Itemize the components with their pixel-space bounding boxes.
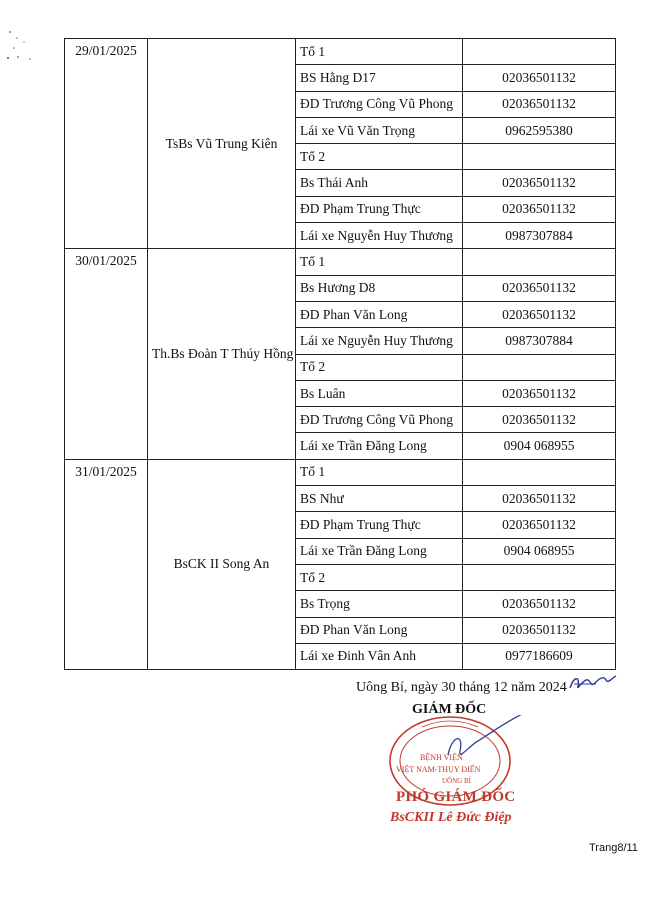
staff-phone (463, 564, 616, 590)
duty-schedule-table (64, 38, 616, 670)
staff-member: Tổ 1 (296, 39, 463, 65)
staff-phone: 02036501132 (463, 301, 616, 327)
staff-member: ĐD Phạm Trung Thực (296, 512, 463, 538)
staff-phone: 02036501132 (463, 170, 616, 196)
director-title: GIÁM ĐỐC (412, 702, 487, 717)
staff-phone: 0987307884 (463, 328, 616, 354)
staff-phone (463, 39, 616, 65)
page-number: Trang8/11 (589, 842, 638, 854)
signer-name: BsCKII Lê Đức Điệp (390, 810, 512, 825)
staff-member: Lái xe Trần Đăng Long (296, 538, 463, 564)
staff-member: BS Như (296, 486, 463, 512)
duty-leader: Th.Bs Đoàn T Thúy Hồng (148, 249, 296, 459)
staff-member: Tổ 2 (296, 354, 463, 380)
table-row (65, 459, 616, 485)
staff-phone: 02036501132 (463, 91, 616, 117)
staff-member: Lái xe Nguyễn Huy Thương (296, 328, 463, 354)
staff-phone: 02036501132 (463, 486, 616, 512)
staff-member: Bs Hương D8 (296, 275, 463, 301)
staff-phone: 0962595380 (463, 117, 616, 143)
staff-member: Tổ 2 (296, 564, 463, 590)
staff-member: Tổ 1 (296, 459, 463, 485)
staff-member: Tổ 1 (296, 249, 463, 275)
table-row (65, 249, 616, 275)
staff-member: ĐD Trương Công Vũ Phong (296, 407, 463, 433)
scan-speckle-marks (4, 28, 44, 68)
staff-phone: 02036501132 (463, 407, 616, 433)
staff-phone: 02036501132 (463, 380, 616, 406)
staff-member: ĐD Phạm Trung Thực (296, 196, 463, 222)
staff-member: Lái xe Vũ Văn Trọng (296, 117, 463, 143)
seal-text-line1: BỆNH VIỆN (420, 753, 463, 762)
staff-member: Bs Luân (296, 380, 463, 406)
staff-phone: 0977186609 (463, 643, 616, 669)
duty-date: 31/01/2025 (65, 459, 148, 669)
staff-phone: 02036501132 (463, 617, 616, 643)
seal-text-line3: UÔNG BÍ (442, 777, 471, 785)
staff-phone: 02036501132 (463, 65, 616, 91)
staff-phone (463, 249, 616, 275)
staff-member: Lái xe Trần Đăng Long (296, 433, 463, 459)
seal-text-line2: VIỆT NAM-THỤY ĐIỂN (396, 765, 481, 774)
staff-member: Tổ 2 (296, 144, 463, 170)
staff-member: Bs Trọng (296, 591, 463, 617)
staff-phone (463, 144, 616, 170)
staff-phone: 02036501132 (463, 196, 616, 222)
staff-member: ĐD Phan Văn Long (296, 617, 463, 643)
signer-role: PHÓ GIÁM ĐỐC (396, 789, 516, 805)
staff-member: BS Hằng D17 (296, 65, 463, 91)
staff-member: Lái xe Đinh Vân Anh (296, 643, 463, 669)
staff-member: Lái xe Nguyễn Huy Thương (296, 223, 463, 249)
staff-phone: 0987307884 (463, 223, 616, 249)
staff-phone: 02036501132 (463, 275, 616, 301)
duty-leader: BsCK II Song An (148, 459, 296, 669)
staff-member: ĐD Trương Công Vũ Phong (296, 91, 463, 117)
staff-phone (463, 459, 616, 485)
staff-phone: 0904 068955 (463, 433, 616, 459)
staff-phone (463, 354, 616, 380)
initials-signature (566, 670, 618, 696)
official-seal-and-signature (378, 715, 538, 827)
place-date: Uông Bí, ngày 30 tháng 12 năm 2024 (356, 680, 567, 695)
duty-leader: TsBs Vũ Trung Kiên (148, 39, 296, 249)
staff-phone: 02036501132 (463, 591, 616, 617)
staff-member: Bs Thái Anh (296, 170, 463, 196)
staff-phone: 02036501132 (463, 512, 616, 538)
staff-phone: 0904 068955 (463, 538, 616, 564)
duty-date: 29/01/2025 (65, 39, 148, 249)
duty-date: 30/01/2025 (65, 249, 148, 459)
staff-member: ĐD Phan Văn Long (296, 301, 463, 327)
table-row (65, 39, 616, 65)
